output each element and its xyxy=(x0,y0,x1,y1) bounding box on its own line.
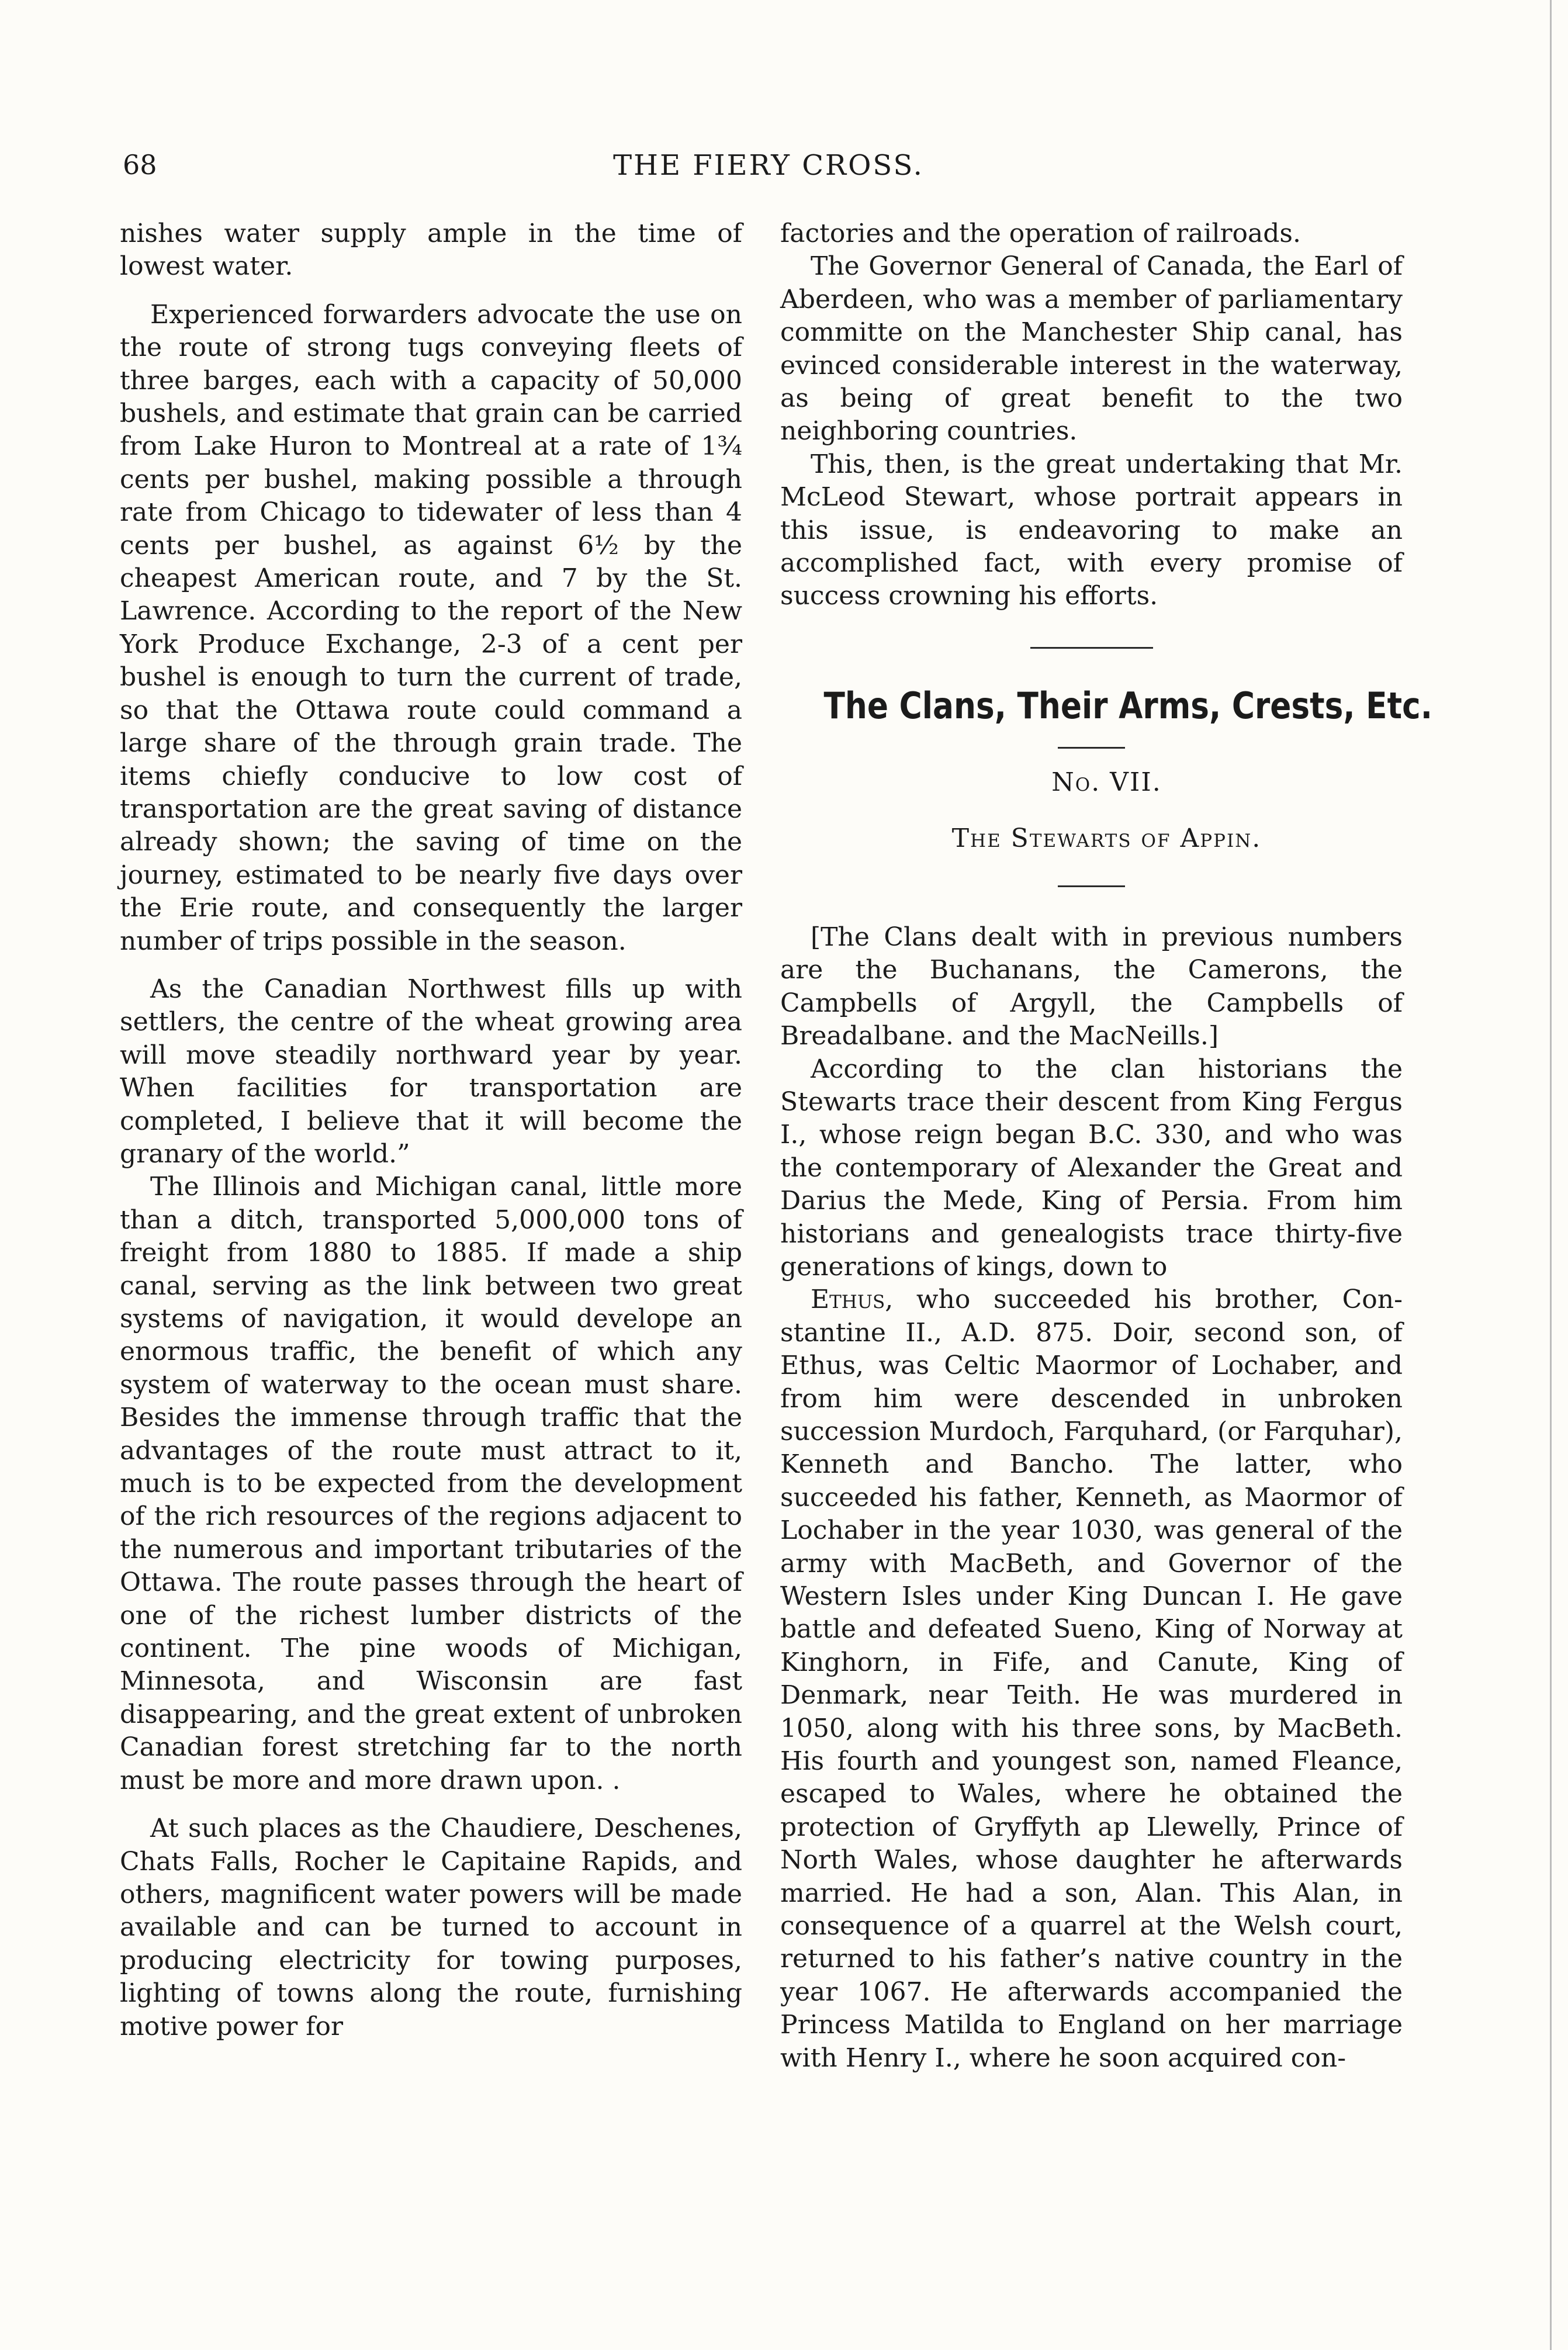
title-divider xyxy=(1058,747,1125,749)
left-paragraph-4: The Illinois and Michigan canal, little more than a ditch, transported 5,000,000 tons of freight from 1880 to 1885. If made a ship canal, serving as the link between two great systems of navigation, it would develope an enormous traffic, the benefit of which any system of waterway to the ocean must share. Besides the immense through traffic that the advantages of the route must attract to it, much is to be expected from the development of the rich resources of the regions adjacent to the numerous and important tributaries of the Ottawa. The route passes through the heart of one of the richest lumber districts of the continent. The pine woods of Michigan, Minnesota, and Wisconsin are fast disappearing, and the great extent of unbroken Canadian forest stretching far to the north must be more and more drawn upon. . xyxy=(120,1172,742,1795)
right-paragraph-descent: According to the clan historians the Stewarts trace their descent from King Fergus I., whose reign began B.C. 330, and who was the contemporary of Alexander the Great and Darius the Mede, King of Persia. From him historians and genealogists trace thirty-five generations of kings, down to xyxy=(780,1054,1403,1282)
page-header xyxy=(123,149,1414,196)
ethus-text: , who succeeded his brother, Constantine II., A.D. 875. Doir, second son, of Ethus, was Celtic Maormor of Lochaber, and from him were descended in unbroken succession Murdoch, Farquhard, (or Farquhar), Kenneth and Bancho. The latter, who succeeded his father, Kenneth, as Maormor of Lochaber in the year 1030, was general of the army with MacBeth, and Governor of the Western Isles under King Duncan I. He gave battle and defeated Sueno, King of Norway at Kinghorn, in Fife, and Canute, King of Denmark, near Teith. He was murdered in 1050, along with his three sons, by MacBeth. His fourth and youngest son, named Fleance, escaped to Wales, where he obtained the protection of Gryffyth ap Llewelly, Prince of North Wales, whose daughter he afterwards married. He had a son, Alan. This Alan, in consequence of a quarrel at the Welsh court, returned to his father’s native country in the year 1067. He afterwards accompanied the Princess Matilda to England on her marriage with Henry I., where he soon acquired con- xyxy=(780,1285,1403,2073)
article-subtitle: The Stewarts of Appin. xyxy=(951,823,1262,853)
left-column xyxy=(120,217,742,2043)
right-paragraph-ethus xyxy=(780,1283,1403,2075)
left-paragraph-1: nishes water supply ample in the time of lowest water. xyxy=(120,219,742,282)
subtitle-divider xyxy=(1058,885,1125,887)
left-paragraph-5: At such places as the Chaudiere, Deschenes, Chats Falls, Rocher le Capitaine Rapids, and others, magnificent water powers will be made available and can be turned to account in producing electricity for towing purposes, lighting of towns along the route, furnishing motive power for xyxy=(120,1813,742,2041)
article-title: The Clans, Their Arms, Crests, Etc. xyxy=(823,684,1432,727)
right-column xyxy=(780,217,1432,2075)
left-paragraph-3: As the Canadian Northwest fills up with settlers, the centre of the wheat growing area will move steadily northward year by year. When facilities for transportation are completed, I believe that it will become the granary of the world.” xyxy=(120,974,742,1169)
page-number: 68 xyxy=(123,149,157,181)
section-divider xyxy=(1030,647,1153,649)
page-edge-line xyxy=(1550,0,1552,2350)
running-title: THE FIERY CROSS. xyxy=(613,149,924,182)
right-paragraph-2: The Governor General of Canada, the Earl of Aberdeen, who was a member of parliamentary committe on the Manchester Ship canal, has evinced considerable interest in the waterway, as being of great benefit to the two neighboring countries. xyxy=(780,251,1403,447)
right-paragraph-1: factories and the operation of railroads. xyxy=(780,219,1301,248)
editor-note: [The Clans dealt with in previous numbers are the Buchanans, the Camerons, the Campbells of Argyll, the Campbells of Breadalbane. and the MacNeills.] xyxy=(780,922,1403,1051)
ethus-name: Ethus xyxy=(811,1285,885,1315)
article-number: No. VII. xyxy=(1051,767,1162,797)
left-paragraph-2: Experienced forwarders advocate the use on the route of strong tugs conveying fleets of three barges, each with a capacity of 50,000 bushels, and estimate that grain can be carried from Lake Huron to Montreal at a rate of 1¾ cents per bushel, making possible a through rate from Chicago to tidewater of less than 4 cents per bushel, as against 6½ by the cheapest American route, and 7 by the St. Lawrence. According to the report of the New York Produce Exchange, 2-3 of a cent per bushel is enough to turn the current of trade, so that the Ottawa route could command a large share of the through grain trade. The items chiefly conducive to low cost of transportation are the great saving of distance already shown; the saving of time on the journey, estimated to be nearly five days over the Erie route, and consequently the larger number of trips possible in the season. xyxy=(120,299,742,956)
right-paragraph-3: This, then, is the great undertaking that Mr. McLeod Stewart, whose portrait appears in this issue, is endeavoring to make an accomplished fact, with every promise of success crowning his efforts. xyxy=(780,449,1403,611)
